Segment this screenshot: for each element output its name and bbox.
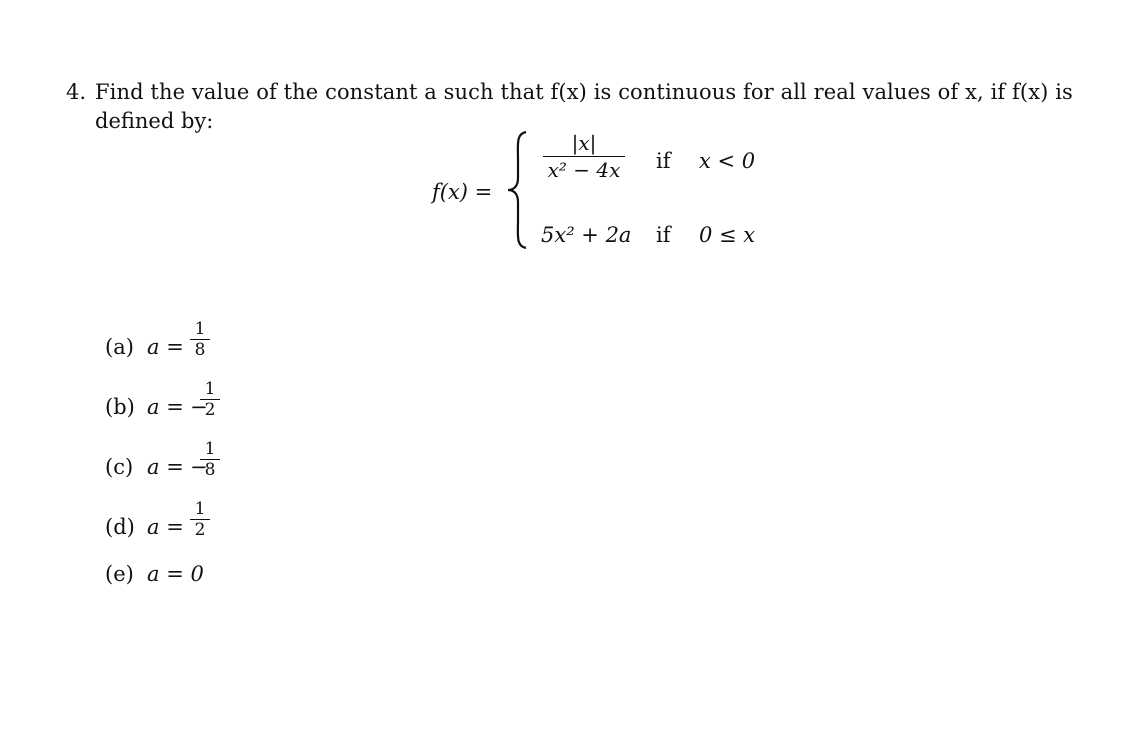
option-e-lhs: a = 0	[147, 562, 204, 586]
option-a-fraction	[190, 320, 210, 359]
case2-if: if	[656, 223, 671, 247]
question-text-line2: defined by:	[95, 109, 214, 133]
case1-denominator: x² − 4x	[547, 158, 621, 182]
case1-if: if	[656, 149, 671, 173]
option-c-numerator: 1	[204, 439, 216, 459]
option-b-lhs: a =	[147, 395, 184, 419]
case1-numerator: |x|	[571, 131, 597, 155]
case2-expression: 5x² + 2a	[541, 223, 632, 247]
case1-condition: x < 0	[699, 149, 756, 173]
option-e-label: (e)	[105, 562, 134, 586]
option-c-label: (c)	[105, 455, 134, 479]
left-brace	[500, 130, 530, 250]
option-d-numerator: 1	[194, 499, 206, 519]
function-lhs: f(x) =	[432, 180, 493, 204]
option-d-lhs: a =	[147, 515, 184, 539]
option-b-denominator: 2	[204, 400, 216, 420]
option-b-label: (b)	[105, 395, 135, 419]
option-c-sign: −	[190, 455, 208, 479]
option-c-fraction	[200, 440, 220, 479]
option-d-label: (d)	[105, 515, 135, 539]
option-b-fraction	[200, 380, 220, 419]
option-b-sign: −	[190, 395, 208, 419]
option-a-denominator: 8	[194, 340, 206, 360]
option-a-lhs: a =	[147, 335, 184, 359]
option-d-fraction	[190, 500, 210, 539]
option-a-label: (a)	[105, 335, 134, 359]
case2-condition: 0 ≤ x	[699, 223, 756, 247]
option-b-numerator: 1	[204, 379, 216, 399]
case1-fraction-bar	[543, 156, 625, 157]
option-d-denominator: 2	[194, 520, 206, 540]
option-c-lhs: a =	[147, 455, 184, 479]
question-number: 4.	[66, 80, 87, 104]
question-text-line1: Find the value of the constant a such that f(x) is continuous for all real values of x, if f(x) is	[95, 80, 1073, 104]
case1-fraction	[543, 132, 625, 181]
option-a-numerator: 1	[194, 319, 206, 339]
option-c-denominator: 8	[204, 460, 216, 480]
